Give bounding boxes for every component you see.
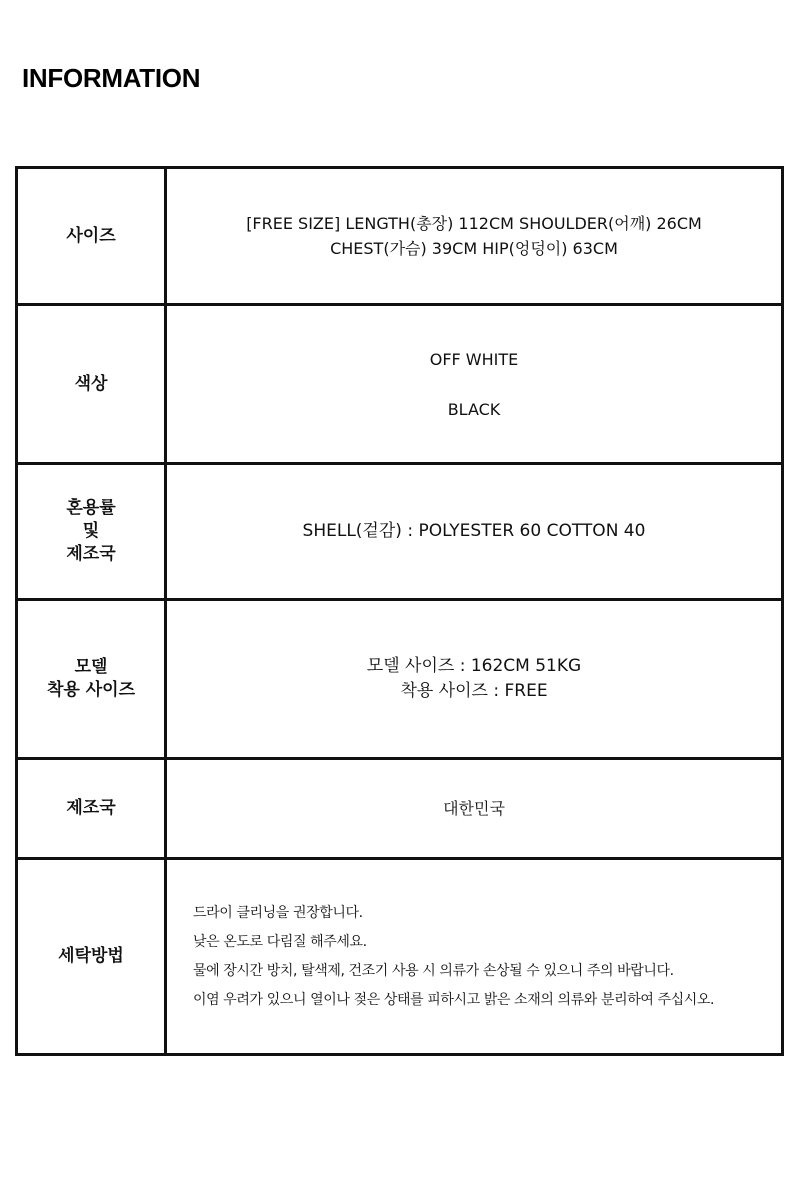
model-label-line-1: 모델 xyxy=(74,657,108,677)
size-label: 사이즈 xyxy=(66,225,116,246)
care-label: 세탁방법 xyxy=(58,946,124,966)
composition-label-line-3: 제조국 xyxy=(66,544,116,564)
row-composition xyxy=(17,464,783,600)
row-size xyxy=(17,168,783,305)
country-label-cell xyxy=(17,759,166,859)
color-option-black: BLACK xyxy=(447,399,501,419)
color-label-cell xyxy=(17,305,166,464)
country-value-cell xyxy=(166,759,783,859)
color-value-cell xyxy=(166,305,783,464)
care-instruction-2: 낮은 온도로 다림질 해주세요. xyxy=(193,934,367,950)
composition-value: SHELL(겉감) : POLYESTER 60 COTTON 40 xyxy=(302,521,646,541)
composition-label-line-1: 혼용률 xyxy=(66,498,116,518)
care-instruction-1: 드라이 클리닝을 권장합니다. xyxy=(193,905,363,921)
care-value-cell xyxy=(166,859,783,1055)
care-label-cell xyxy=(17,859,166,1055)
size-value-line-1: [FREE SIZE] LENGTH(총장) 112CM SHOULDER(어깨) 26CM xyxy=(246,214,702,233)
composition-label-line-2: 및 xyxy=(82,521,100,541)
model-size-value: 모델 사이즈 : 162CM 51KG xyxy=(366,656,582,676)
country-value: 대한민국 xyxy=(443,799,505,818)
care-instruction-3: 물에 장시간 방치, 탈색제, 건조기 사용 시 의류가 손상될 수 있으니 주의 바랍니다. xyxy=(193,963,674,979)
care-instruction-4: 이염 우려가 있으니 열이나 젖은 상태를 피하시고 밝은 소재의 의류와 분리하여 주십시오. xyxy=(193,992,715,1008)
page-title: INFORMATION xyxy=(22,63,201,93)
row-country xyxy=(17,759,783,859)
worn-size-value: 착용 사이즈 : FREE xyxy=(400,681,548,701)
model-label-cell xyxy=(17,600,166,759)
model-value-cell xyxy=(166,600,783,759)
row-model-size xyxy=(17,600,783,759)
size-label-cell xyxy=(17,168,166,305)
product-info-table xyxy=(15,166,784,1056)
color-spacer xyxy=(167,372,781,397)
size-value-line-2: CHEST(가슴) 39CM HIP(엉덩이) 63CM xyxy=(330,239,618,258)
size-value-cell xyxy=(166,168,783,305)
country-label: 제조국 xyxy=(66,798,116,818)
color-option-off-white: OFF WHITE xyxy=(429,349,519,369)
composition-value-cell xyxy=(166,464,783,600)
row-care xyxy=(17,859,783,1055)
composition-label-cell xyxy=(17,464,166,600)
row-color xyxy=(17,305,783,464)
color-label: 색상 xyxy=(74,373,108,394)
model-label-line-2: 착용 사이즈 xyxy=(46,680,136,700)
